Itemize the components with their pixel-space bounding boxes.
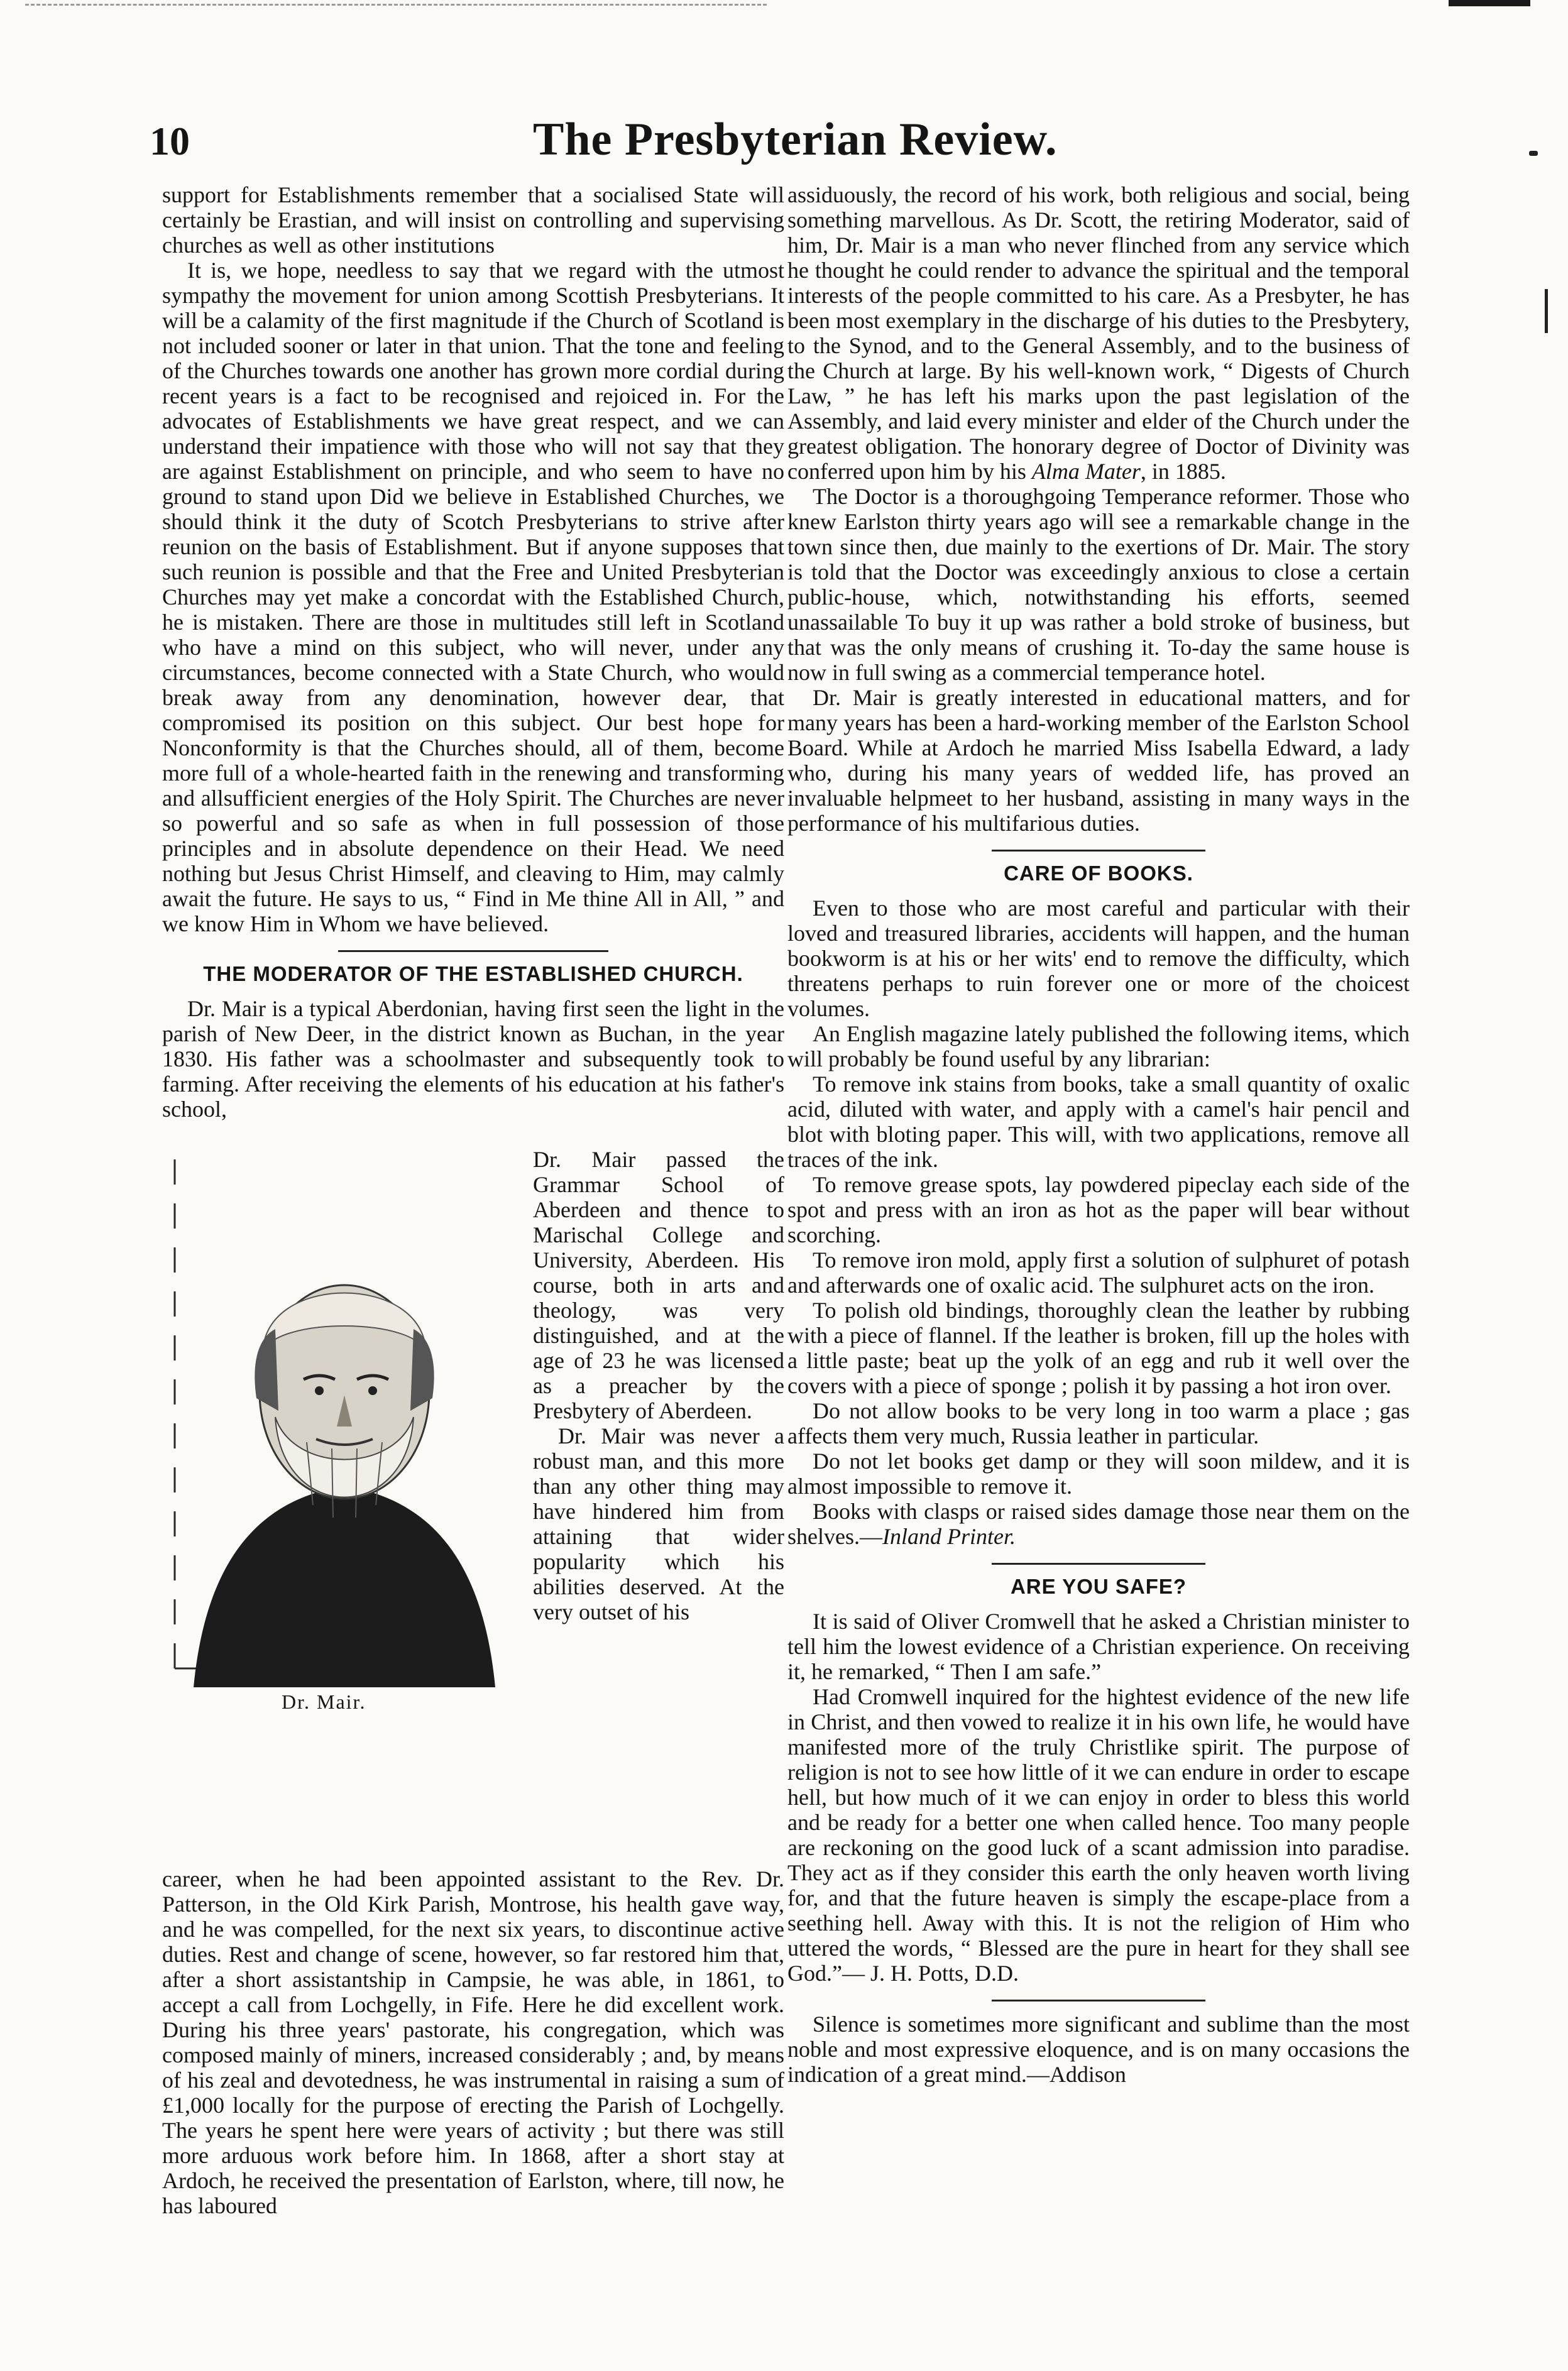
page-number: 10 [150, 119, 190, 163]
safe-paragraph: It is said of Oliver Cromwell that he asked a Christian minister to tell him the lowest evidence of a Christian experience. On receiving it, he remarked, “ Then I am safe.” [787, 1609, 1410, 1684]
portrait-engraving [168, 1147, 520, 1713]
beside-portrait-paragraph: Dr. Mair passed the Grammar School of Aberdeen and thence to Marischal College and University, Aberdeen. His course, both in arts and theology, was very distinguished, and at the age of 23 he was licensed as a preacher by the Presbytery of Aberdeen. [533, 1147, 784, 1423]
article-text: assiduously, the record of his work, both religious and social, being something marvellous. As Dr. Scott, the retiring Moderator, said of him, Dr. Mair is a man who never flinched from any service which he thought he could render to advance the spiritual and the temporal interests of the people committed to his care. As a Presbyter, he has been most exemplary in the discharge of his duties to the Presbytery, to the Synod, and to the General Assembly, and to the business of the Church at large. By his well-known work, “ Digests of Church Law, ” he has left his marks upon the past legislation of the Assembly, and laid every minister and elder of the Church under the greatest obligation. The honorary degree of Doctor of Divinity was conferred upon him by his [787, 182, 1410, 484]
closing-paragraph: Silence is sometimes more significant and sublime than the most noble and most expressive eloquence, and is on many occasions the indication of a great mind.—Addison [787, 2012, 1410, 2087]
article-paragraph: Dr. Mair is greatly interested in educational matters, and for many years has been a hard-working member of the Earlston School Board. While at Ardoch he married Miss Isabella Edward, a lady who, during his many years of wedded life, has proved an invaluable helpmeet to her husband, assisting in many ways in the performance of his multifarious duties. [787, 685, 1410, 836]
article-paragraph [787, 182, 1410, 484]
books-source: Inland Printer. [882, 1524, 1016, 1549]
publication-title: The Presbyterian Review. [533, 114, 1058, 165]
safe-heading: ARE YOU SAFE? [1010, 1575, 1187, 1598]
left-column-continued [162, 1866, 784, 2218]
books-paragraph: Even to those who are most careful and particular with their loved and treasured libraries, accidents will happen, and the human bookworm is at his or her wits' end to remove the difficulty, which threatens perhaps to ruin forever one or more of the choicest volumes. [787, 895, 1410, 1021]
books-text: Books with clasps or raised sides damage those near them on the shelves.— [787, 1499, 1410, 1549]
page-header [150, 113, 1425, 176]
section-divider [992, 850, 1205, 851]
section-divider [338, 950, 608, 952]
left-column [162, 182, 784, 1712]
right-column [787, 182, 1410, 2087]
books-heading: CARE OF BOOKS. [1004, 862, 1193, 885]
portrait-section [162, 1122, 784, 1712]
portrait-illustration [168, 1147, 520, 1687]
books-paragraph [787, 1499, 1410, 1549]
books-paragraph: To remove ink stains from books, take a small quantity of oxalic acid, diluted with water, and apply with a camel's hair pencil and blot with bloting paper. This will, with two applications, remove all traces of the ink. [787, 1071, 1410, 1172]
books-paragraph: Do not allow books to be very long in too warm a place ; gas affects them very much, Russia leather in particular. [787, 1398, 1410, 1448]
scan-edge-mark [1449, 0, 1530, 6]
article-paragraph: It is, we hope, needless to say that we regard with the utmost sympathy the movement for union among Scottish Presbyterians. It will be a calamity of the first magnitude if the Church of Scotland is not included sooner or later in that union. That the tone and feeling of the Churches towards one another has grown more cordial during recent years is a fact to be recognised and rejoiced in. For the advocates of Establishments we have great respect, and we can understand their impatience with those who will not say that they are against Establishment on principle, and who seem to have no ground to stand upon Did we believe in Established Churches, we should think it the duty of Scotch Presbyterians to strive after reunion on the basis of Establishment. But if anyone supposes that such reunion is possible and that the Free and United Presbyterian Churches may yet make a concordat with the Established Church, he is mistaken. There are those in multitudes still left in Scotland who have a mind on this subject, who will never, under any circumstances, become connected with a State Church, who would break away from any denomination, however dear, that compromised its position on this subject. Our best hope for Nonconformity is that the Churches should, all of them, become more full of a whole-hearted faith in the renewing and transforming and allsufficient energies of the Holy Spirit. The Churches are never so powerful and so safe as when in full possession of those principles and in absolute dependence on their Head. We need nothing but Jesus Christ Himself, and cleaving to Him, may calmly await the future. He says to us, “ Find in Me thine All in All, ” and we know Him in Whom we have believed. [162, 258, 784, 936]
moderator-heading: THE MODERATOR OF THE ESTABLISHED CHURCH. [203, 962, 743, 985]
portrait-caption: Dr. Mair. [282, 1690, 366, 1713]
beside-portrait-paragraph: Dr. Mair was never a robust man, and this more than any other thing may have hindered him from attaining that wider popularity which his abilities deserved. At the very outset of his [533, 1423, 784, 1624]
article-text: , in 1885. [1140, 459, 1226, 484]
article-paragraph: support for Establishments remember that a socialised State will certainly be Erastian, and will insist on controlling and supervising churches as well as other institutions [162, 182, 784, 258]
moderator-intro: Dr. Mair is a typical Aberdonian, having first seen the light in the parish of New Deer, in the district known as Buchan, in the year 1830. His father was a schoolmaster and subsequently took to farming. After receiving the elements of his education at his father's school, [162, 996, 784, 1122]
books-paragraph: To remove iron mold, apply first a solution of sulphuret of potash and afterwards one of oxalic acid. The sulphuret acts on the iron. [787, 1247, 1410, 1298]
margin-bar [1545, 289, 1548, 333]
section-divider [992, 2000, 1205, 2001]
books-paragraph: To polish old bindings, thoroughly clean the leather by rubbing with a piece of flannel. If the leather is broken, fill up the holes with a little paste; beat up the yolk of an egg and rub it well over the covers with a piece of sponge ; polish it by passing a hot iron over. [787, 1298, 1410, 1398]
books-paragraph: To remove grease spots, lay powdered pipeclay each side of the spot and press with an iron as hot as the paper will bear without scorching. [787, 1172, 1410, 1247]
books-paragraph: Do not let books get damp or they will soon mildew, and it is almost impossible to remove it. [787, 1448, 1410, 1499]
section-divider [992, 1563, 1205, 1565]
scan-edge-line [25, 4, 767, 6]
safe-paragraph: Had Cromwell inquired for the hightest evidence of the new life in Christ, and then vowed to realize it in his own life, he would have manifested more of the truly Christlike spirit. The purpose of religion is not to see how little of it we can endure in order to escape hell, but how much of it we can enjoy in order to bless this world and be ready for a better one when called hence. Too many people are reckoning on the good luck of a scant admission into paradise. They act as if they consider this earth the only heaven worth living for, and that the future heaven is simply the escape-place from a seething hell. Away with this. It is not the religion of Him who uttered the words, “ Blessed are the pure in heart for they shall see God.”— J. H. Potts, D.D. [787, 1684, 1410, 1986]
article-paragraph: The Doctor is a thoroughgoing Temperance reformer. Those who knew Earlston thirty years ago will see a remarkable change in the town since then, due mainly to the exertions of Dr. Mair. The story is told that the Doctor was exceedingly anxious to close a certain public-house, which, notwithstanding his efforts, seemed unassailable To buy it up was rather a bold stroke of business, but that was the only means of crushing it. To-day the same house is now in full swing as a commercial temperance hotel. [787, 484, 1410, 685]
margin-mark [1529, 151, 1538, 156]
books-paragraph: An English magazine lately published the following items, which will probably be found useful by any librarian: [787, 1021, 1410, 1071]
moderator-continued: career, when he had been appointed assistant to the Rev. Dr. Patterson, in the Old Kirk Parish, Montrose, his health gave way, and he was compelled, for the next six years, to discontinue active duties. Rest and change of scene, however, so far restored him that, after a short assistantship in Campsie, he was able, in 1861, to accept a call from Lochgelly, in Fife. Here he did excellent work. During his three years' pastorate, his congregation, which was composed mainly of miners, increased considerably ; and, by means of his zeal and devotedness, he was instrumental in raising a sum of £1,000 locally for the purpose of erecting the Parish of Lochgelly. The years he spent here were years of activity ; but there was still more arduous work before him. In 1868, after a short stay at Ardoch, he received the presentation of Earlston, where, till now, he has laboured [162, 1866, 784, 2218]
portrait-side-text [533, 1147, 784, 1624]
alma-mater-text: Alma Mater [1031, 459, 1141, 484]
